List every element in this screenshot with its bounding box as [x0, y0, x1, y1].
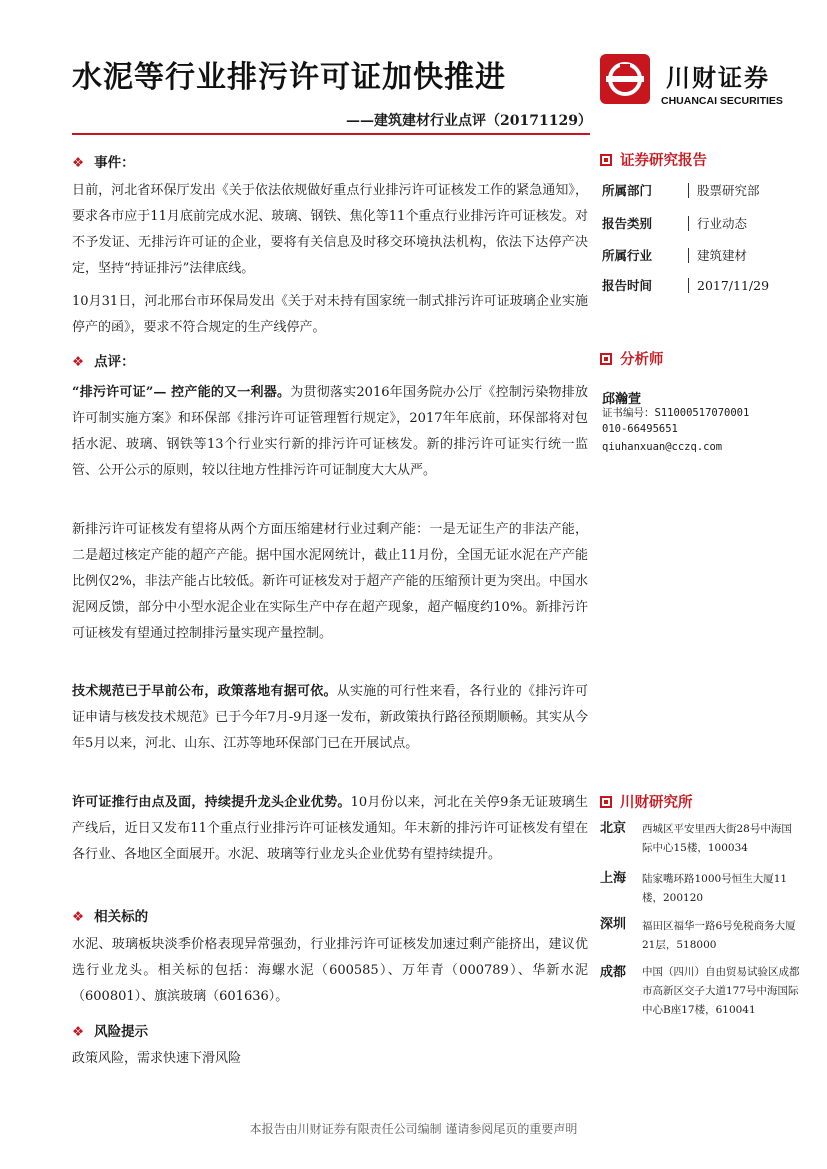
risk-paragraph: 政策风险，需求快速下滑风险: [72, 1051, 242, 1066]
review-paragraph-4: 许可证推行由点及面，持续提升龙头企业优势。10月份以来，河北在关停9条无证玻璃生产线后，近日又发布11个重点行业排污许可证核发通知。年末新的排污许可证核发有望在各行业、各地区全面展开。水泥、玻璃等行业龙头企业优势有望持续提升。: [72, 795, 588, 862]
office-city-shenzhen: 深圳: [600, 917, 627, 932]
office-address-beijing: 西城区平安里西大街28号中海国际中心15楼，100034: [642, 823, 792, 854]
logo-chinese-name: 川财证券: [666, 64, 770, 92]
diamond-bullet-icon: ❖: [72, 909, 85, 925]
meta-row-industry: 所属行业 建筑建材: [602, 248, 748, 263]
office-address-shenzhen: 福田区福华一路6号免税商务大厦21层，518000: [642, 920, 796, 951]
meta-row-category: 报告类别 行业动态: [602, 216, 748, 231]
analyst-name: 邱瀚萱: [602, 392, 642, 407]
analyst-phone: 010-66495651: [602, 423, 678, 435]
report-type-heading: 证券研究报告: [600, 149, 707, 170]
office-city-beijing: 北京: [600, 821, 627, 836]
office-address-chengdu: 中国（四川）自由贸易试验区成都市高新区交子大道177号中海国际中心B座17楼，610041: [642, 966, 800, 1016]
office-address-shanghai: 陆家嘴环路1000号恒生大厦11楼，200120: [642, 873, 788, 904]
review-paragraph-3: 技术规范已于早前公布，政策落地有据可依。从实施的可行性来看，各行业的《排污许可证申请与核发技术规范》已于今年7月-9月逐一发布，新政策执行路径预期顺畅。其实从今年5月以来，河北、山东、江苏等地环保部门已在开展试点。: [72, 684, 588, 751]
targets-heading: ❖ 相关标的: [72, 909, 149, 925]
event-paragraph-2: 10月31日，河北邢台市环保局发出《关于对未持有国家统一制式排污许可证玻璃企业实施停产的函》，要求不符合规定的生产线停产。: [72, 294, 588, 335]
review-heading: ❖ 点评：: [72, 354, 135, 370]
diamond-bullet-icon: ❖: [72, 354, 85, 370]
event-heading: ❖ 事件：: [72, 155, 135, 171]
header-divider: [72, 133, 590, 135]
review-paragraph-1: “排污许可证”— 控产能的又一利器。为贯彻落实2016年国务院办公厅《控制污染物排放许可制实施方案》和环保部《排污许可证管理暂行规定》，2017年年底前，环保部将对包括水泥、玻璃、钢铁等13个行业实行新的排污许可证核发。新的排污许可证实行统一监管、公开公示的原则，较以往地方性排污许可证制度大大从严。: [72, 385, 588, 478]
report-subtitle: ——建筑建材行业点评（20171129）: [346, 113, 592, 129]
diamond-bullet-icon: ❖: [72, 155, 85, 171]
meta-row-date: 报告时间 2017/11/29: [602, 278, 770, 293]
risk-heading: ❖ 风险提示: [72, 1024, 149, 1040]
section-square-icon: [600, 154, 612, 166]
analyst-email[interactable]: qiuhanxuan@cczq.com: [602, 441, 723, 453]
review-paragraph-2: 新排污许可证核发有望将从两个方面压缩建材行业过剩产能：一是无证生产的非法产能，二是超过核定产能的超产产能。据中国水泥网统计，截止11月份，全国无证水泥在产产能比例仅2%，非法产能占比较低。新许可证核发对于超产产能的压缩预计更为突出。中国水泥网反馈，部分中小型水泥企业在实际生产中存在超产现象，超产幅度约10%。新排污许可证核发有望通过控制排污量实现产量控制。: [72, 522, 588, 641]
analyst-cert: 证书编号：S1100051707000​1: [602, 407, 750, 419]
footer-disclaimer: 本报告由川财证券有限责任公司编制 谨请参阅尾页的重要声明: [249, 1122, 578, 1136]
office-city-chengdu: 成都: [600, 965, 627, 980]
logo-english-name: CHUANCAI SECURITIES: [661, 95, 783, 107]
section-square-icon: [600, 353, 612, 365]
event-paragraph-1: 日前，河北省环保厅发出《关于依法依规做好重点行业排污许可证核发工作的紧急通知》，要求各市应于11月底前完成水泥、玻璃、钢铁、焦化等11个重点行业排污许可证核发。对不予发证、无排污许可证的企业，要将有关信息及时移交环境执法机构，依法下达停产决定，坚持“持证排污”法律底线。: [72, 183, 588, 276]
institute-heading: 川财研究所: [600, 791, 693, 812]
diamond-bullet-icon: ❖: [72, 1024, 85, 1040]
office-city-shanghai: 上海: [600, 871, 627, 886]
analyst-heading: 分析师: [600, 348, 664, 369]
meta-row-department: 所属部门 股票研究部: [602, 183, 760, 198]
report-title: 水泥等行业排污许可证加快推进: [72, 60, 506, 95]
chuancai-logo-icon: [600, 54, 650, 104]
targets-paragraph: 水泥、玻璃板块淡季价格表现异常强劲，行业排污许可证核发加速过剩产能挤出，建议优选行业龙头。相关标的包括：海螺水泥（600585）、万年青（000789）、华新水泥（600801）、旗滨玻璃（601636）。: [72, 937, 588, 1004]
section-square-icon: [600, 796, 612, 808]
